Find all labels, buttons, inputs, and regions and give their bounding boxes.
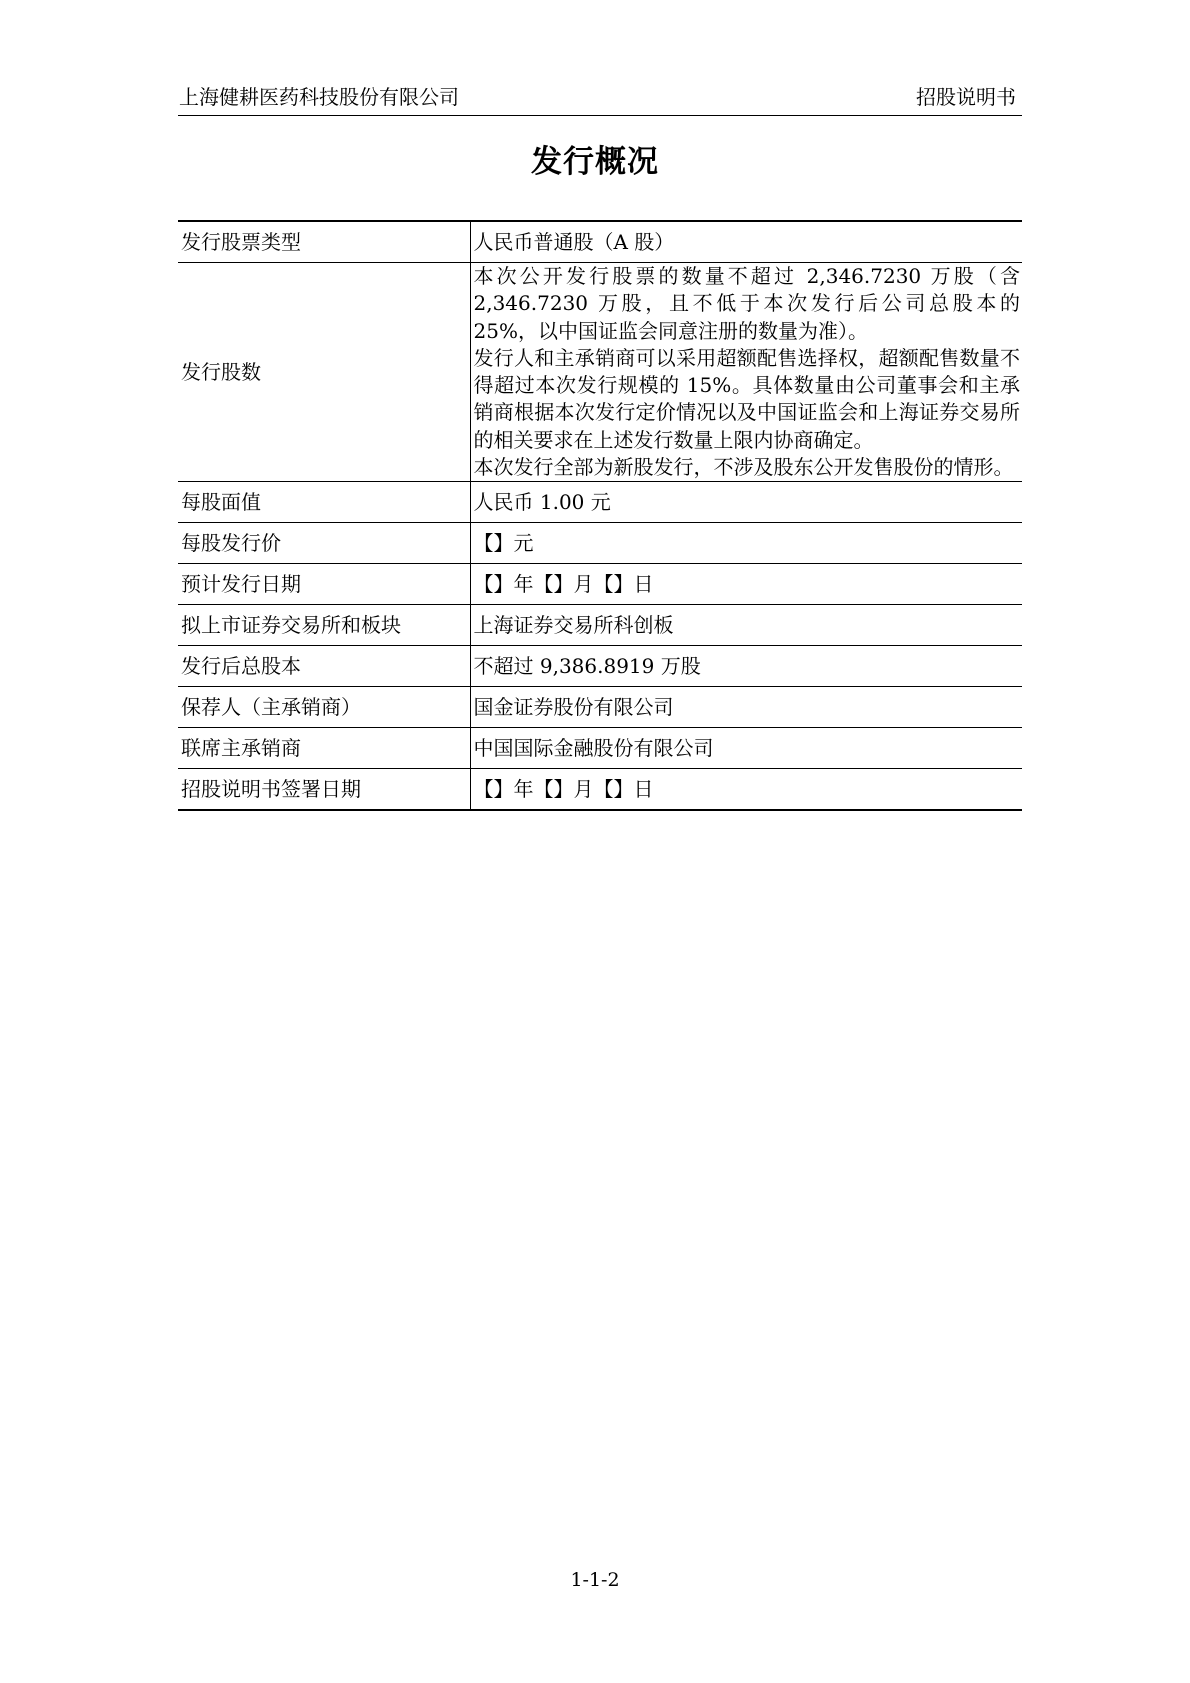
- row-value: 上海证券交易所科创板: [470, 605, 1022, 646]
- row-label: 联席主承销商: [178, 728, 470, 769]
- row-value: 【】年【】月【】日: [470, 769, 1022, 811]
- share-count-paragraph: 本次公开发行股票的数量不超过 2,346.7230 万股（含 2,346.7230 万股，且不低于本次发行后公司总股本的 25%，以中国证监会同意注册的数量为准）。: [473, 264, 1020, 343]
- table-row: [178, 728, 1022, 769]
- row-value: 中国国际金融股份有限公司: [470, 728, 1022, 769]
- table-row: [178, 769, 1022, 811]
- row-label: 每股发行价: [178, 523, 470, 564]
- row-value: [470, 263, 1022, 482]
- row-label: 发行股数: [178, 263, 470, 482]
- row-label: 保荐人（主承销商）: [178, 687, 470, 728]
- document-type: 招股说明书: [916, 85, 1016, 109]
- table-row: [178, 482, 1022, 523]
- page-header: [178, 84, 1022, 116]
- issuance-overview-table: [178, 220, 1022, 811]
- table-row: [178, 646, 1022, 687]
- row-value: 不超过 9,386.8919 万股: [470, 646, 1022, 687]
- row-value: 【】元: [470, 523, 1022, 564]
- row-label: 每股面值: [178, 482, 470, 523]
- row-value: 国金证券股份有限公司: [470, 687, 1022, 728]
- row-value: 人民币 1.00 元: [470, 482, 1022, 523]
- table-row: [178, 221, 1022, 263]
- row-value: 【】年【】月【】日: [470, 564, 1022, 605]
- table-row: [178, 263, 1022, 482]
- overallotment-paragraph: 发行人和主承销商可以采用超额配售选择权，超额配售数量不得超过本次发行规模的 15%。具体数量由公司董事会和主承销商根据本次发行定价情况以及中国证监会和上海证券交易所的相关要求在上述发行数量上限内协商确定。: [473, 345, 1020, 452]
- table-row: [178, 687, 1022, 728]
- page-title: 发行概况: [531, 144, 659, 180]
- company-name: 上海健耕医药科技股份有限公司: [179, 85, 459, 109]
- page-number: 1-1-2: [570, 1569, 620, 1591]
- row-label: 预计发行日期: [178, 564, 470, 605]
- row-label: 发行后总股本: [178, 646, 470, 687]
- table-row: [178, 523, 1022, 564]
- row-label: 发行股票类型: [178, 221, 470, 263]
- row-value: 人民币普通股（A 股）: [470, 221, 1022, 263]
- row-label: 招股说明书签署日期: [178, 769, 470, 811]
- new-shares-paragraph: 本次发行全部为新股发行，不涉及股东公开发售股份的情形。: [473, 455, 1014, 480]
- row-label: 拟上市证券交易所和板块: [178, 605, 470, 646]
- table-row: [178, 564, 1022, 605]
- table-row: [178, 605, 1022, 646]
